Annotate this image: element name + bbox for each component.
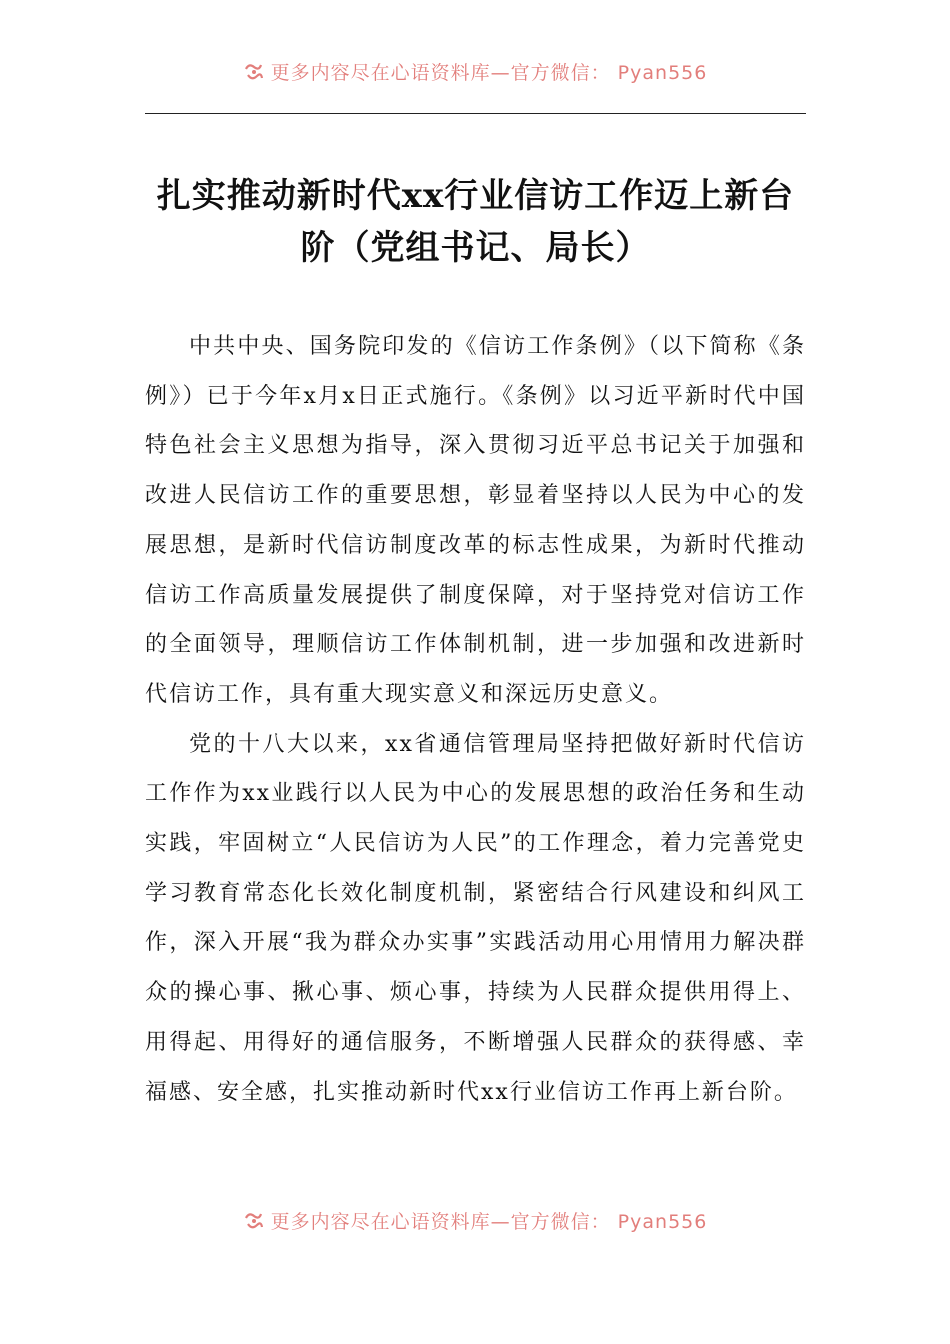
brand-logo-icon <box>243 1210 265 1232</box>
watermark-footer <box>0 1207 950 1234</box>
paragraph-2: 党的十八大以来，xx省通信管理局坚持把做好新时代信访工作作为xx业践行以人民为中心的发展思想的政治任务和生动实践，牢固树立“人民信访为人民”的工作理念，着力完善党史学习教育常态化长效化制度机制，紧密结合行风建设和纠风工作，深入开展“我为群众办实事”实践活动用心用情用力解决群众的操心事、揪心事、烦心事，持续为人民群众提供用得上、用得起、用得好的通信服务，不断增强人民群众的获得感、幸福感、安全感，扎实推动新时代xx行业信访工作再上新台阶。 <box>145 731 806 1105</box>
title-line-2: 阶（党组书记、局长） <box>300 228 651 268</box>
header-divider <box>145 113 806 114</box>
brand-logo-icon <box>243 61 265 83</box>
document-body <box>145 322 806 1117</box>
watermark-header <box>0 58 950 85</box>
paragraph-1: 中共中央、国务院印发的《信访工作条例》（以下简称《条例》）已于今年x月x日正式施行。《条例》以习近平新时代中国特色社会主义思想为指导，深入贯彻习近平总书记关于加强和改进人民信访工作的重要思想，彰显着坚持以人民为中心的发展思想，是新时代信访制度改革的标志性成果，为新时代推动信访工作高质量发展提供了制度保障，对于坚持党对信访工作的全面领导，理顺信访工作体制机制，进一步加强和改进新时代信访工作，具有重大现实意义和深远历史意义。 <box>145 334 806 707</box>
watermark-text: 更多内容尽在心语资料库—官方微信： Pyan556 <box>270 62 708 84</box>
watermark-text: 更多内容尽在心语资料库—官方微信： Pyan556 <box>270 1211 708 1233</box>
title-line-1: 扎实推动新时代xx行业信访工作迈上新台 <box>156 176 795 216</box>
document-title <box>145 170 806 274</box>
